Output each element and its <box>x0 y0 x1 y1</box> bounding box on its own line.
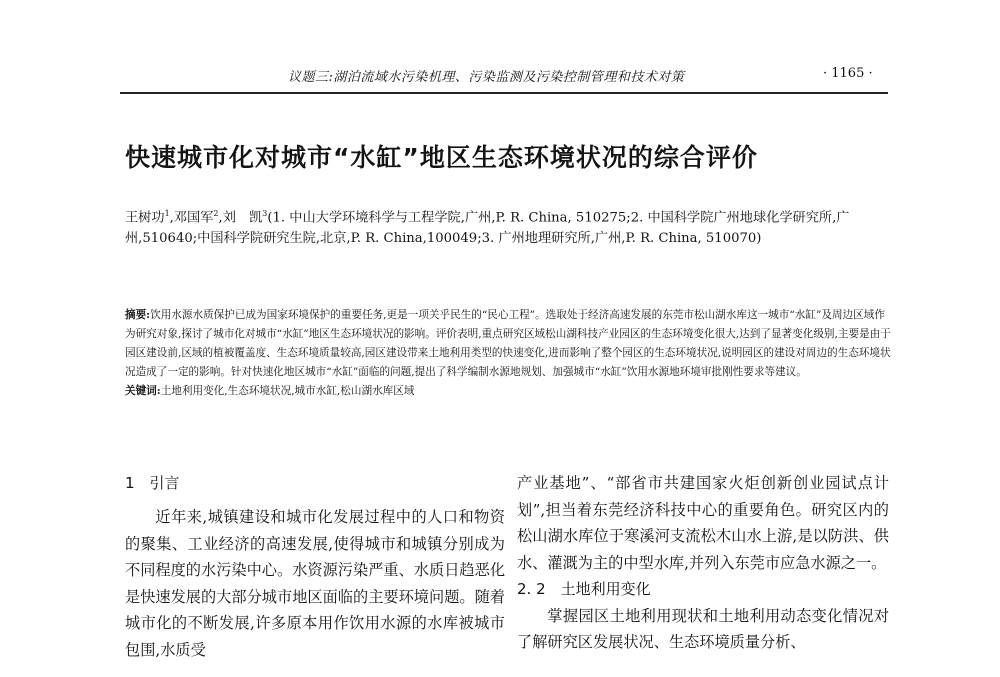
introduction-paragraph: 近年来,城镇建设和城市化发展过程中的人口和物资的聚集、工业经济的高速发展,使得城市和城镇分别成为不同程度的水污染中心。水资源污染严重、水质日趋恶化是快速发展的大部分城市地区面临的主要环境问题。随着城市化的不断发展,许多原本用作饮用水源的水库被城市包围,水质受 <box>125 508 505 659</box>
page-number: · 1165 · <box>823 66 873 81</box>
subsection-heading-land-use: 2. 2 土地利用变化 <box>517 580 651 598</box>
author-block <box>125 203 893 249</box>
continued-paragraph: 产业基地”、“部省市共建国家火炬创新创业园试点计划”,担当着东莞经济科技中心的重要角色。研究区内的松山湖水库位于寒溪河支流松木山水上游,是以防洪、供水、灌溉为主的中型水库,并列入东莞市应急水源之一。 <box>517 474 889 572</box>
author-superscript: 3 <box>262 209 268 218</box>
author-name: 王树功 <box>125 210 165 226</box>
author-name: ,刘 凯 <box>218 210 263 226</box>
affiliations: (1. 中山大学环境科学与工程学院,广州,P. R. China, 510275;2. 中国科学院广州地球化学研究所,广州,510640;中国科学院研究生院,北京,P. R. China,100049;3. 广州地理研究所,广州,P. R. China, 510070) <box>125 210 850 247</box>
running-header: 议题三:湖泊流域水污染机理、污染监测及污染控制管理和技术对策 <box>288 70 685 85</box>
abstract-label: 摘要: <box>125 309 151 321</box>
section-heading-introduction: 1 引言 <box>125 474 180 492</box>
header-divider <box>120 92 888 94</box>
right-column <box>517 470 889 656</box>
paper-title: 快速城市化对城市“水缸”地区生态环境状况的综合评价 <box>125 143 758 172</box>
author-superscript: 1 <box>164 209 170 218</box>
keywords-text: 土地利用变化,生态环境状况,城市水缸,松山湖水库区域 <box>160 385 415 397</box>
abstract-paragraph <box>125 306 893 382</box>
land-use-paragraph: 掌握园区土地利用现状和土地利用动态变化情况对了解研究区发展状况、生态环境质量分析、 <box>517 606 889 651</box>
keywords-line <box>125 382 893 401</box>
author-superscript: 2 <box>213 209 219 218</box>
abstract-text: 饮用水源水质保护已成为国家环境保护的重要任务,更是一项关乎民生的“民心工程”。选取处于经济高速发展的东莞市松山湖水库这一城市“水缸”及周边区域作为研究对象,探讨了城市化对城市“水缸”地区生态环境状况的影响。评价表明,重点研究区域松山湖科技产业园区的生态环境变化很大,达到了显著变化级别,主要是由于园区建设前,区域的植被覆盖度、生态环境质量较高,园区建设带来土地利用类型的快速变化,进而影响了整个园区的生态环境状况,说明园区的建设对周边的生态环境状况造成了一定的影响。针对快速化地区城市“水缸”面临的问题,提出了科学编制水源地规划、加强城市“水缸”饮用水源地环境审批刚性要求等建议。 <box>125 309 891 378</box>
abstract-block <box>125 306 893 401</box>
keywords-label: 关键词: <box>125 385 161 397</box>
left-column <box>125 470 505 663</box>
author-name: ,邓国军 <box>169 210 214 226</box>
